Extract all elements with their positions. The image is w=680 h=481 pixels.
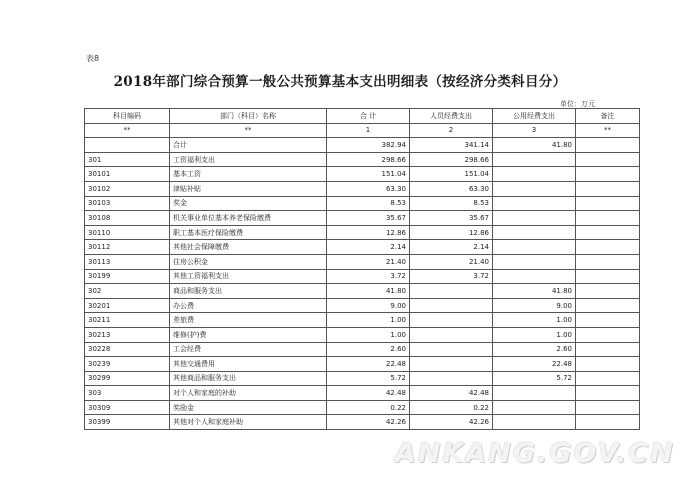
row-public-cell: 2.60 [493,342,576,357]
header-cell-public: 公用经费支出 [493,109,576,124]
table-row [85,167,640,182]
header-cell-note: 备注 [576,109,640,124]
table-row [85,225,640,240]
row-code-cell: 30108 [85,211,170,226]
row-public-cell [493,196,576,211]
row-public-cell [493,240,576,255]
header-row [85,109,640,124]
table-row [85,400,640,415]
row-note-cell [576,327,640,342]
row-code-cell: 301 [85,152,170,167]
row-total-cell: 35.67 [327,211,410,226]
index-cell: 2 [410,123,493,138]
row-public-cell [493,400,576,415]
row-public-cell [493,254,576,269]
index-cell: ** [576,123,640,138]
row-note-cell [576,357,640,372]
table-row [85,284,640,299]
row-code-cell: 303 [85,386,170,401]
table-row [85,298,640,313]
table-row [85,327,640,342]
table-row [85,254,640,269]
row-public-cell [493,167,576,182]
row-note-cell [576,415,640,430]
table-row [85,196,640,211]
row-note-cell [576,269,640,284]
row-name-cell: 其他交通费用 [170,357,327,372]
row-note-cell [576,298,640,313]
row-personnel-cell [410,357,493,372]
table-row [85,152,640,167]
row-name-cell: 其他社会保障缴费 [170,240,327,255]
row-public-cell: 1.00 [493,313,576,328]
table-number: 表8 [86,54,100,63]
row-public-cell: 41.80 [493,284,576,299]
row-name-cell: 奖金 [170,196,327,211]
row-public-cell [493,152,576,167]
row-total-cell: 5.72 [327,371,410,386]
row-personnel-cell: 21.40 [410,254,493,269]
row-code-cell: 30213 [85,327,170,342]
row-total-cell: 41.80 [327,284,410,299]
row-total-cell: 42.26 [327,415,410,430]
row-note-cell [576,211,640,226]
header-cell-personnel: 人员经费支出 [410,109,493,124]
row-name-cell: 工会经费 [170,342,327,357]
row-personnel-cell: 298.66 [410,152,493,167]
row-total-cell: 9.00 [327,298,410,313]
row-personnel-cell: 12.86 [410,225,493,240]
row-code-cell: 30103 [85,196,170,211]
row-name-cell: 奖励金 [170,400,327,415]
table-row [85,138,640,153]
row-public-cell: 22.48 [493,357,576,372]
row-public-cell: 5.72 [493,371,576,386]
row-personnel-cell: 0.22 [410,400,493,415]
row-code-cell: 30228 [85,342,170,357]
row-name-cell: 合计 [170,138,327,153]
row-public-cell [493,181,576,196]
row-personnel-cell: 3.72 [410,269,493,284]
row-personnel-cell: 2.14 [410,240,493,255]
row-name-cell: 对个人和家庭的补助 [170,386,327,401]
row-note-cell [576,400,640,415]
row-total-cell: 63.30 [327,181,410,196]
row-code-cell: 30113 [85,254,170,269]
row-code-cell: 30239 [85,357,170,372]
row-total-cell: 1.00 [327,313,410,328]
row-personnel-cell: 341.14 [410,138,493,153]
unit-label: 单位：万元 [560,100,595,108]
row-code-cell: 30110 [85,225,170,240]
table-row [85,371,640,386]
row-public-cell [493,211,576,226]
row-total-cell: 0.22 [327,400,410,415]
row-note-cell [576,181,640,196]
row-public-cell [493,386,576,401]
table-row [85,313,640,328]
row-note-cell [576,152,640,167]
row-note-cell [576,240,640,255]
row-code-cell: 30101 [85,167,170,182]
row-note-cell [576,386,640,401]
row-code-cell: 30112 [85,240,170,255]
table-row [85,240,640,255]
row-code-cell: 30201 [85,298,170,313]
row-personnel-cell: 42.48 [410,386,493,401]
row-name-cell: 差旅费 [170,313,327,328]
table-row [85,386,640,401]
row-total-cell: 3.72 [327,269,410,284]
table-row [85,342,640,357]
index-cell: ** [170,123,327,138]
row-total-cell: 8.53 [327,196,410,211]
row-personnel-cell [410,284,493,299]
row-public-cell [493,415,576,430]
header-cell-total: 合 计 [327,109,410,124]
row-note-cell [576,371,640,386]
row-name-cell: 工资福利支出 [170,152,327,167]
row-total-cell: 2.60 [327,342,410,357]
row-personnel-cell [410,371,493,386]
row-name-cell: 办公费 [170,298,327,313]
budget-table [84,108,640,430]
row-note-cell [576,138,640,153]
row-note-cell [576,225,640,240]
row-personnel-cell: 35.67 [410,211,493,226]
row-note-cell [576,313,640,328]
table-row [85,211,640,226]
row-note-cell [576,254,640,269]
table-row [85,415,640,430]
row-public-cell: 9.00 [493,298,576,313]
watermark: ANKANG.GOV.CN [395,438,675,469]
header-cell-name: 部门（科目）名称 [170,109,327,124]
row-code-cell: 30399 [85,415,170,430]
row-code-cell: 30309 [85,400,170,415]
row-public-cell [493,269,576,284]
row-personnel-cell [410,342,493,357]
row-name-cell: 津贴补贴 [170,181,327,196]
row-personnel-cell [410,327,493,342]
row-name-cell: 机关事业单位基本养老保险缴费 [170,211,327,226]
row-personnel-cell: 151.04 [410,167,493,182]
index-row [85,123,640,138]
row-name-cell: 职工基本医疗保险缴费 [170,225,327,240]
row-code-cell: 30299 [85,371,170,386]
row-name-cell: 基本工资 [170,167,327,182]
row-personnel-cell: 63.30 [410,181,493,196]
table-row [85,269,640,284]
row-code-cell: 30199 [85,269,170,284]
row-note-cell [576,196,640,211]
row-personnel-cell [410,298,493,313]
row-public-cell: 1.00 [493,327,576,342]
row-note-cell [576,167,640,182]
row-code-cell: 30211 [85,313,170,328]
row-total-cell: 382.94 [327,138,410,153]
table-row [85,181,640,196]
table-row [85,357,640,372]
index-cell: ** [85,123,170,138]
row-public-cell: 41.80 [493,138,576,153]
row-total-cell: 2.14 [327,240,410,255]
row-name-cell: 维修(护)费 [170,327,327,342]
row-name-cell: 其他工资福利支出 [170,269,327,284]
row-total-cell: 298.66 [327,152,410,167]
row-code-cell [85,138,170,153]
row-name-cell: 其他商品和服务支出 [170,371,327,386]
row-total-cell: 22.48 [327,357,410,372]
row-note-cell [576,342,640,357]
row-public-cell [493,225,576,240]
page-title: 2018年部门综合预算一般公共预算基本支出明细表（按经济分类科目分） [113,74,567,90]
index-cell: 3 [493,123,576,138]
header-cell-code: 科目编码 [85,109,170,124]
row-name-cell: 住房公积金 [170,254,327,269]
row-code-cell: 30102 [85,181,170,196]
row-personnel-cell: 8.53 [410,196,493,211]
row-name-cell: 商品和服务支出 [170,284,327,299]
row-name-cell: 其他对个人和家庭补助 [170,415,327,430]
row-total-cell: 42.48 [327,386,410,401]
row-total-cell: 151.04 [327,167,410,182]
row-note-cell [576,284,640,299]
row-personnel-cell [410,313,493,328]
row-total-cell: 12.86 [327,225,410,240]
row-code-cell: 302 [85,284,170,299]
row-total-cell: 21.40 [327,254,410,269]
index-cell: 1 [327,123,410,138]
row-personnel-cell: 42.26 [410,415,493,430]
row-total-cell: 1.00 [327,327,410,342]
